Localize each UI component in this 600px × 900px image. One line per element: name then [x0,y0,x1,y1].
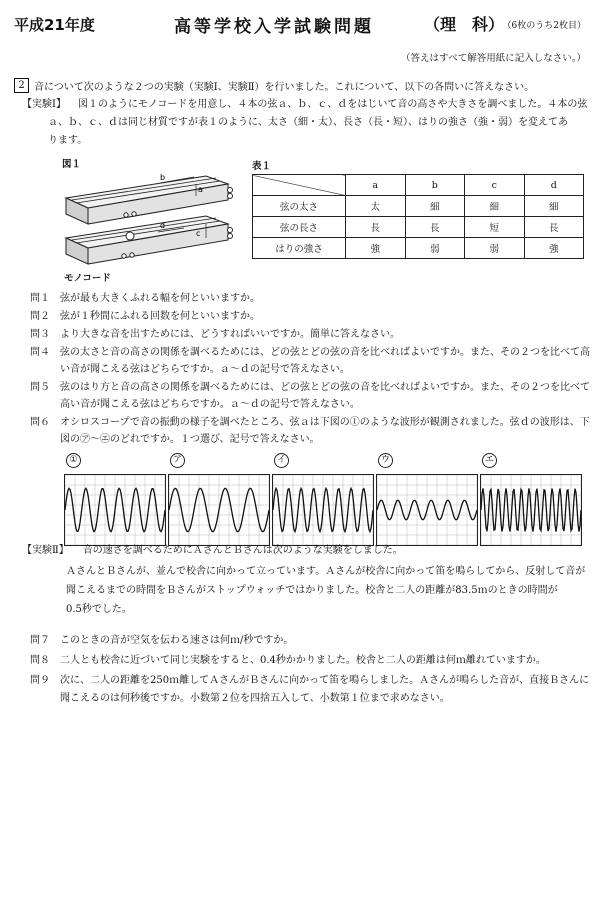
table-col-header: d [524,175,584,196]
waveform-label: イ [274,452,289,468]
question-3: 問３ より大きな音を出すためには、どうすればいいですか。簡単に答えなさい。 [30,329,400,340]
table-cell: 強 [524,238,584,259]
waveform-label: ウ [378,452,393,468]
waveform-graph [481,475,581,545]
exp2-label: 【実験Ⅱ】 [22,545,69,556]
exp2-text3: 聞こえるまでの時間をＢさんがストップウォッチではかりました。校舎と二人の距離が83.5ｍのときの時間が [66,585,558,596]
exp1-label: 【実験Ⅰ】 [22,99,66,110]
oscilloscope-screen [168,474,270,546]
exam-subject: （理 科） [424,15,505,34]
exam-year: 平成21年度 [14,16,95,34]
waveform-label: ア [170,452,185,468]
table-cell: 弱 [465,238,525,259]
table-cell: 弱 [405,238,465,259]
page-indicator: （6枚のうち2枚目） [502,21,586,31]
table-cell: 長 [524,217,584,238]
row-header: 弦の長さ [253,217,346,238]
question-6-cont: 図の㋐～㋓のどれですか。１つ選び、記号で答えなさい。 [60,434,320,445]
table-col-header: c [465,175,525,196]
string-label-d: d [160,221,166,230]
table-cell: 強 [346,238,406,259]
string-label-a: a [198,185,203,194]
question-number: 2 [14,78,29,93]
oscilloscope-screen [480,474,582,546]
exp2-line1 [22,542,403,560]
table-row [253,217,584,238]
exp1-text2: ａ、ｂ、ｃ、ｄは同じ材質ですが表１のように、太さ（細・太）、長さ（長・短）、はりの強さ（強・弱）を変えてあ [48,117,568,128]
table-cell: 短 [465,217,525,238]
question-9-cont: 聞こえるのは何秒後ですか。小数第２位を四捨五入して、小数第１位まで求めなさい。 [60,693,450,704]
string-label-c: c [196,229,201,238]
oscilloscope-screen [64,474,166,546]
instruction-note: （答えはすべて解答用紙に記入しなさい。） [400,53,586,64]
table1-label: 表１ [252,161,272,172]
table-row [253,238,584,259]
question-9: 問９ 次に、二人の距離を250ｍ離してＡさんがＢさんに向かって笛を鳴らしました。Ａさんが鳴らした音が、直接Ｂさんに [30,675,590,686]
table-cell: 細 [405,196,465,217]
question-7: 問７ このときの音が空気を伝わる速さは何ｍ/秒ですか。 [30,635,294,646]
figure1-label: 図１ [62,159,82,170]
table-cell: 太 [346,196,406,217]
table-cell: 長 [346,217,406,238]
waveform-graph [377,475,477,545]
question-intro: 音について次のような２つの実験（実験Ⅰ、実験Ⅱ）を行いました。これについて、以下の各問いに答えなさい。 [34,82,535,93]
question-4: 問４ 弦の太さと音の高さの関係を調べるためには、どの弦とどの弦の音を比べればよいですか。また、その２つを比べて高 [30,347,590,358]
page-header [14,6,586,36]
exp2-text2: ＡさんとＢさんが、並んで校舎に向かって立っています。Ａさんが校舎に向かって笛を鳴らしてから、反射して音が [66,566,586,577]
waveform-graph [273,475,373,545]
table-col-header: a [346,175,406,196]
table-cell: 長 [405,217,465,238]
string-label-b: b [160,173,166,182]
exp1-text1: 図１のようにモノコードを用意し、４本の弦ａ、ｂ、ｃ、ｄをはじいて音の高さや大きさを調べました。４本の弦 [77,99,588,110]
table1 [252,174,584,259]
table-col-header: b [405,175,465,196]
exp2-text4: 0.5秒でした。 [66,604,132,615]
table-corner-cell [253,175,346,196]
exp1-line1 [22,96,587,114]
table-row [253,196,584,217]
waveform-graph [169,475,269,545]
table-header-row [253,175,584,196]
waveform-graph [65,475,165,545]
question-2: 問２ 弦が１秒間にふれる回数を何といいますか。 [30,311,260,322]
question-5: 問５ 弦のはり方と音の高さの関係を調べるためには、どの弦とどの弦の音を比べればよいですか。また、その２つを比べて [30,382,590,393]
oscilloscope-screen [376,474,478,546]
exp1-text3: ります。 [48,135,88,146]
table-cell: 細 [524,196,584,217]
exp2-text1: 音の速さを調べるためにＡさんとＢさんは次のような実験をしました。 [82,545,403,556]
row-header: 弦の太さ [253,196,346,217]
waveform-label: エ [482,452,497,468]
exam-title: 高等学校入学試験問題 [174,17,374,37]
monochord-caption: モノコード [64,273,111,284]
table-cell: 細 [465,196,525,217]
question-1: 問１ 弦が最も大きくふれる幅を何といいますか。 [30,293,260,304]
monochord-figure [56,166,236,278]
oscilloscope-screen [272,474,374,546]
question-8: 問８ 二人とも校舎に近づいて同じ実験をすると、0.4秒かかりました。校舎と二人の距離は何ｍ離れていますか。 [30,655,546,666]
question-6: 問６ オシロスコープで音の振動の様子を調べたところ、弦ａは下図の①のような波形が観測されました。弦ｄの波形は、下 [30,417,590,428]
waveform-label: ① [66,452,81,468]
question-4-cont: い音が聞こえる弦はどちらですか。ａ～ｄの記号で答えなさい。 [60,364,350,375]
row-header: はりの強さ [253,238,346,259]
question-5-cont: 高い音が聞こえる弦はどちらですか。ａ～ｄの記号で答えなさい。 [60,399,360,410]
